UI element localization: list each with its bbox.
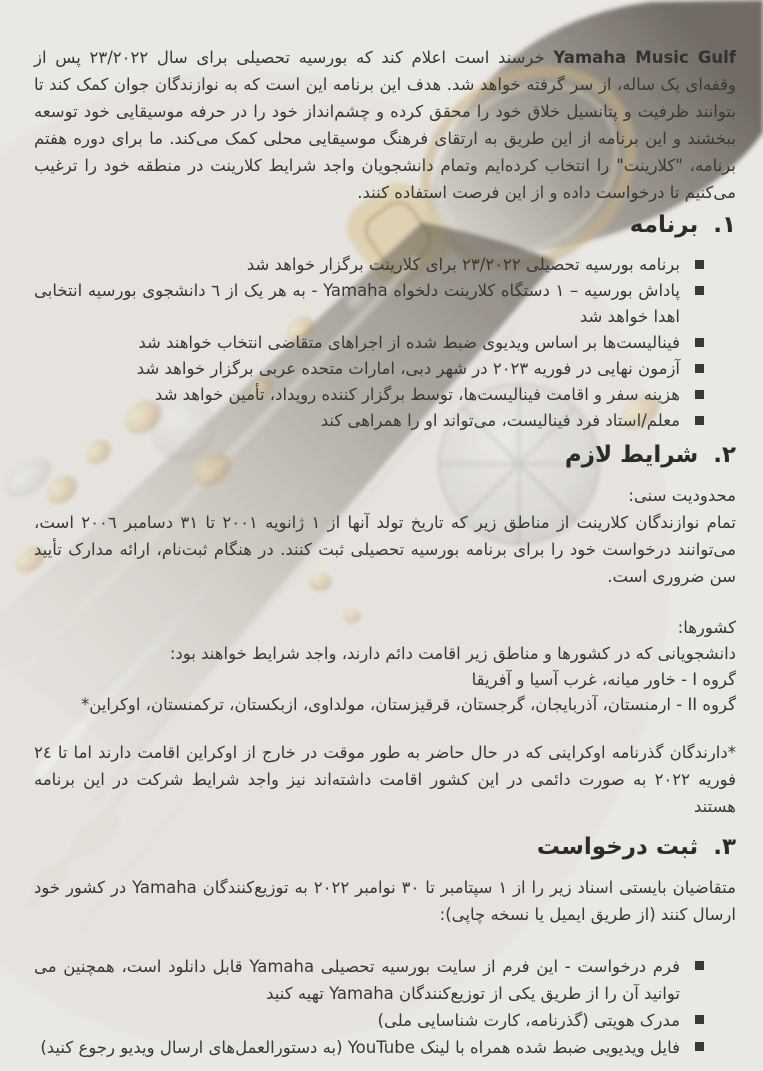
application-bullet-1 xyxy=(34,953,710,1007)
section-1-title: برنامه xyxy=(629,212,699,238)
section-2-number: ٢. xyxy=(713,442,736,468)
countries-intro: دانشجویانی که در کشورها و مناطق زیر اقامت دائم دارند، واجد شرایط خواهند بود: xyxy=(169,644,736,663)
section-3-title: ثبت درخواست xyxy=(536,833,699,860)
country-group-1: گروه I - خاور میانه، غرب آسیا و آفریقا xyxy=(471,669,736,689)
square-bullet-icon xyxy=(695,364,704,373)
program-bullet-5 xyxy=(34,382,710,408)
square-bullet-icon xyxy=(695,961,704,970)
section-1-number: ١. xyxy=(713,212,736,238)
document-content xyxy=(0,44,763,1061)
program-bullet-3 xyxy=(34,330,710,356)
intro-text: خرسند است اعلام کند که بورسیه تحصیلی برای سال ٢٣/٢٠٢٢ پس از وقفه‌ای یک ساله، از سر گرفته خواهد شد. هدف این برنامه این است که به نوازندگان جوان کمک کند تا بتوانند ظرفیت و پتانسیل خلاق خود را محقق کرده و چشم‌انداز خود را در حرفه موسیقایی خود توسعه ببخشند و این برنامه از این طریق به ارتقای فرهنگ موسیقایی محلی کمک می‌کند. ما برای دوره هفتم برنامه، "کلارینت" را انتخاب کرده‌ایم وتمام دانشجویان واجد شرایط کلارینت در منطقه خود را ترغیب می‌کنیم تا درخواست داده و از این فرصت استفاده کنند. xyxy=(34,48,736,202)
program-bullet-3-text: فینالیست‌ها بر اساس ویدیوی ضبط شده از اجراهای متقاضی انتخاب خواهند شد xyxy=(138,333,680,352)
application-intro: متقاضیان بایستی اسناد زیر را از ١ سپتامبر تا ٣٠ نوامبر ٢٠٢٢ به توزیع‌کنندگان Yamaha در کشور خود ارسال کنند (از طریق ایمیل یا نسخه چاپی): xyxy=(34,877,736,924)
program-bullet-6 xyxy=(34,408,710,434)
ukraine-footnote: *دارندگان گذرنامه اوکراینی که در حال حاضر به طور موقت در خارج از اوکراین اقامت دارند اما تا ٢٤ فوریه ٢٠٢٢ به صورت دائمی در این کشور اقامت داشته‌اند نیز واجد شرایط شرکت در این برنامه هستند xyxy=(34,742,736,816)
square-bullet-icon xyxy=(695,1015,704,1024)
program-bullet-1-text: برنامه بورسیه تحصیلی ٢٣/٢٠٢٢ برای کلارینت برگزار خواهد شد xyxy=(246,255,680,274)
program-bullet-2-text: پاداش بورسیه – ١ دستگاه کلارینت دلخواه Yamaha - به هر یک از ٦ دانشجوی بورسیه انتخابی اهدا خواهد شد xyxy=(34,281,680,326)
square-bullet-icon xyxy=(695,338,704,347)
intro-paragraph xyxy=(34,44,736,206)
section-2-heading xyxy=(34,440,736,470)
square-bullet-icon xyxy=(695,390,704,399)
square-bullet-icon xyxy=(695,286,704,295)
countries-label: کشورها: xyxy=(677,618,736,637)
program-bullet-4-text: آزمون نهایی در فوریه ٢٠٢٣ در شهر دبی، امارات متحده عربی برگزار خواهد شد xyxy=(136,359,680,378)
age-limit-text: تمام نوازندگان کلارینت از مناطق زیر که تاریخ تولد آنها از ١ ژانویه ٢٠٠١ تا ٣١ دسامبر ٢٠٠٦ است، می‌توانند درخواست خود را برای برنامه بورسیه تحصیلی ثبت کنند. در هنگام ثبت‌نام، ارائه مدارک تأیید سن ضروری است. xyxy=(34,513,736,586)
section-2-title: شرایط لازم xyxy=(564,442,699,468)
age-limit-label: محدودیت سنی: xyxy=(628,486,736,505)
country-group-2: گروه II - ارمنستان، آذربایجان، گرجستان، قرقیزستان، مولداوی، ازبکستان، ترکمنستان، اوکراین* xyxy=(80,695,736,714)
application-bullet-1-text: فرم درخواست - این فرم از سایت بورسیه تحصیلی Yamaha قابل دانلود است، همچنین می توانید آن را از طریق یکی از توزیع‌کنندگان Yamaha تهیه کنید xyxy=(34,956,680,1003)
section-3-number: ٣. xyxy=(713,833,736,860)
program-bullet-6-text: معلم/استاد فرد فینالیست، می‌تواند او را همراهی کند xyxy=(320,411,680,430)
application-bullet-2-text: مدرک هویتی (گذرنامه، کارت شناسایی ملی) xyxy=(377,1010,680,1030)
square-bullet-icon xyxy=(695,416,704,425)
application-bullet-list xyxy=(34,953,736,1061)
brand-name: Yamaha Music Gulf xyxy=(553,48,737,67)
program-bullet-list xyxy=(34,252,736,434)
section-1-heading xyxy=(34,210,736,240)
section-3-heading xyxy=(34,832,736,862)
program-bullet-1 xyxy=(34,252,710,278)
square-bullet-icon xyxy=(695,260,704,269)
program-bullet-2 xyxy=(34,278,710,330)
application-bullet-2 xyxy=(34,1007,710,1034)
program-bullet-5-text: هزینه سفر و اقامت فینالیست‌ها، توسط برگزار کننده رویداد، تأمین خواهد شد xyxy=(154,385,680,404)
square-bullet-icon xyxy=(695,1042,704,1051)
application-bullet-3-text: فایل ویدیویی ضبط شده همراه با لینک YouTube (به دستورالعمل‌های ارسال ویدیو رجوع کنید) xyxy=(40,1037,680,1057)
program-bullet-4 xyxy=(34,356,710,382)
application-bullet-3 xyxy=(34,1034,710,1061)
